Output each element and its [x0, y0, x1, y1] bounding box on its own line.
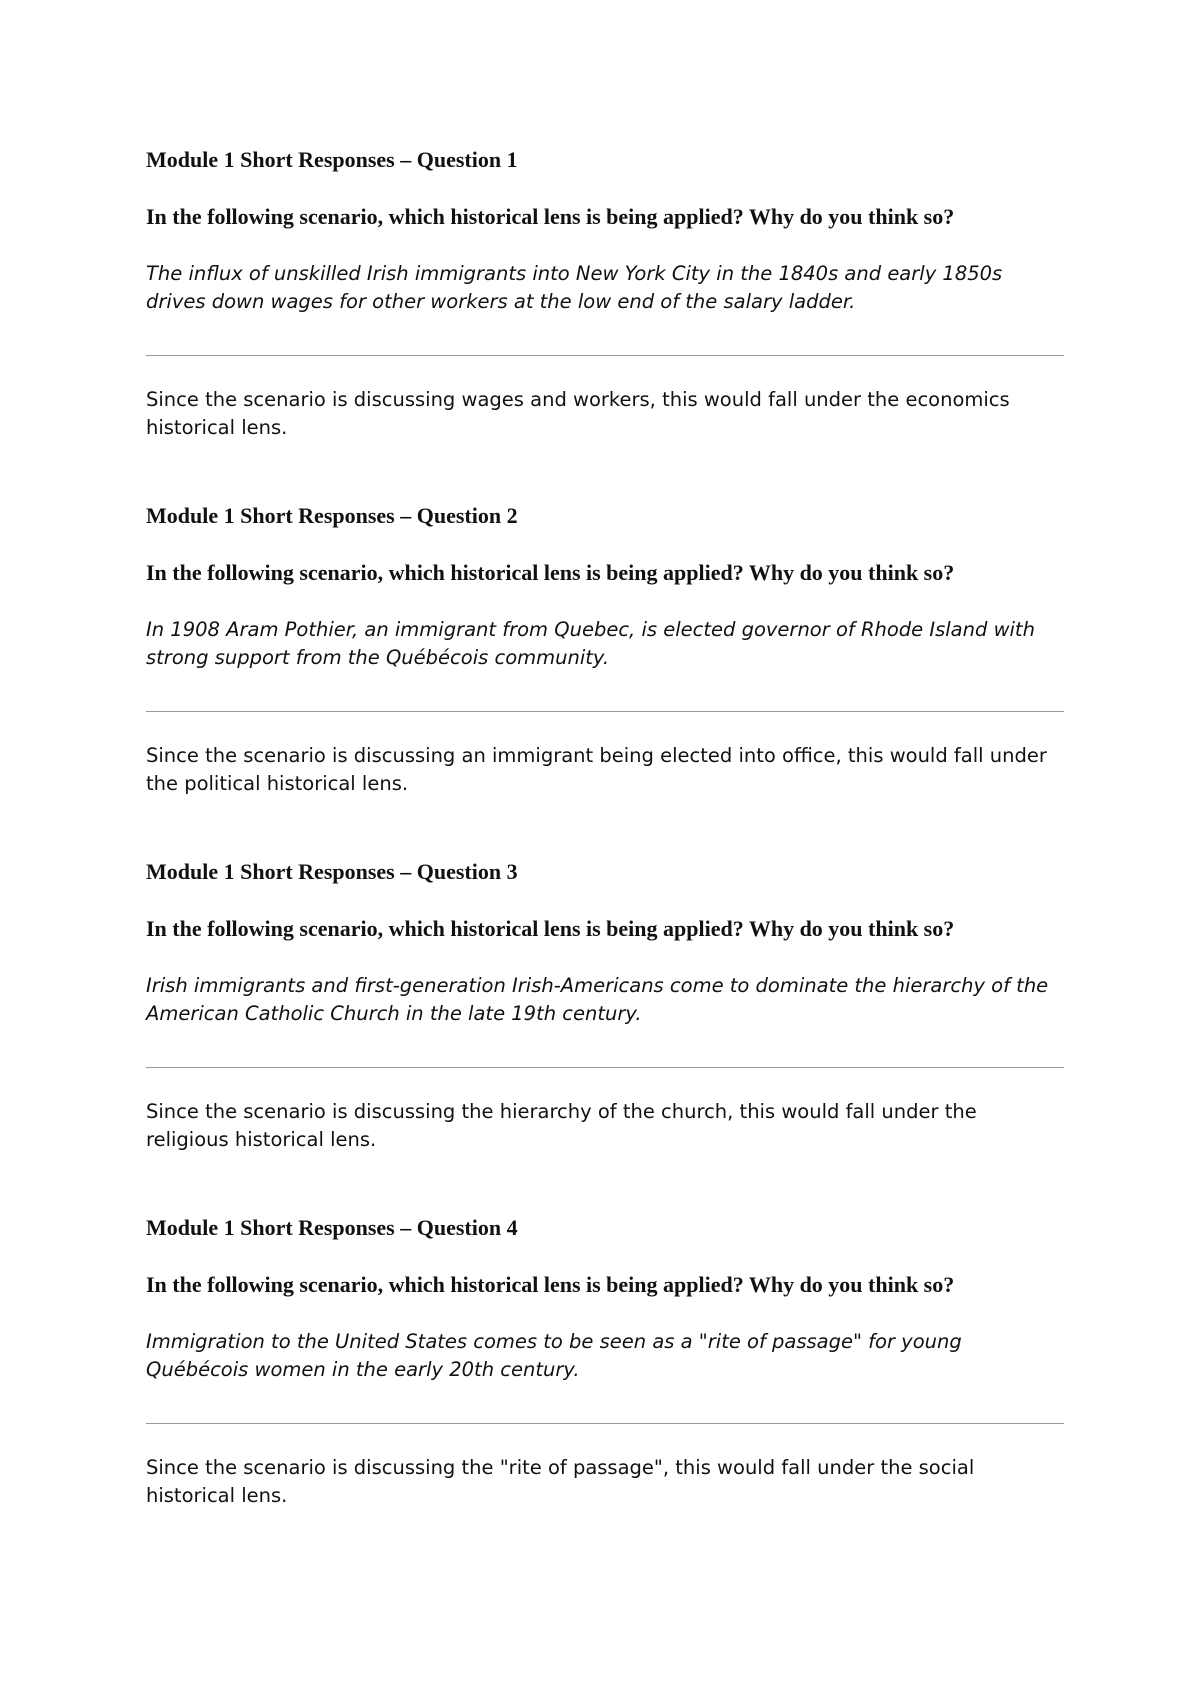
question-prompt: In the following scenario, which historical lens is being applied? Why do you think so? — [146, 916, 955, 941]
question-heading: Module 1 Short Responses – Question 4 — [146, 1215, 518, 1240]
question-prompt: In the following scenario, which historical lens is being applied? Why do you think so? — [146, 204, 955, 229]
question-prompt: In the following scenario, which historical lens is being applied? Why do you think so? — [146, 560, 955, 585]
answer-text: Since the scenario is discussing the hierarchy of the church, this would fall under the religious historical lens. — [146, 1100, 977, 1151]
answer-text: Since the scenario is discussing wages and workers, this would fall under the economics historical lens. — [146, 388, 1010, 439]
question-heading: Module 1 Short Responses – Question 2 — [146, 503, 518, 528]
scenario-text: Immigration to the United States comes to be seen as a "rite of passage" for young Québécois women in the early 20th century. — [146, 1330, 962, 1381]
answer-text: Since the scenario is discussing an immigrant being elected into office, this would fall under the political historical lens. — [146, 744, 1047, 795]
question-prompt: In the following scenario, which historical lens is being applied? Why do you think so? — [146, 1272, 955, 1297]
answer-divider — [146, 711, 1064, 712]
answer-divider — [146, 1067, 1064, 1068]
answer-divider — [146, 355, 1064, 356]
question-4-section — [146, 1214, 1064, 1507]
scenario-text: The influx of unskilled Irish immigrants into New York City in the 1840s and early 1850s drives down wages for other workers at the low end of the salary ladder. — [146, 262, 1003, 313]
question-3-section — [146, 858, 1064, 1151]
question-heading: Module 1 Short Responses – Question 1 — [146, 147, 518, 172]
scenario-text: Irish immigrants and first-generation Irish-Americans come to dominate the hierarchy of the American Catholic Church in the late 19th century. — [146, 974, 1049, 1025]
question-1-section — [146, 146, 1064, 439]
scenario-text: In 1908 Aram Pothier, an immigrant from Quebec, is elected governor of Rhode Island with strong support from the Québécois community. — [146, 618, 1035, 669]
answer-text: Since the scenario is discussing the "rite of passage", this would fall under the social historical lens. — [146, 1456, 975, 1507]
question-heading: Module 1 Short Responses – Question 3 — [146, 859, 518, 884]
question-2-section — [146, 502, 1064, 795]
answer-divider — [146, 1423, 1064, 1424]
